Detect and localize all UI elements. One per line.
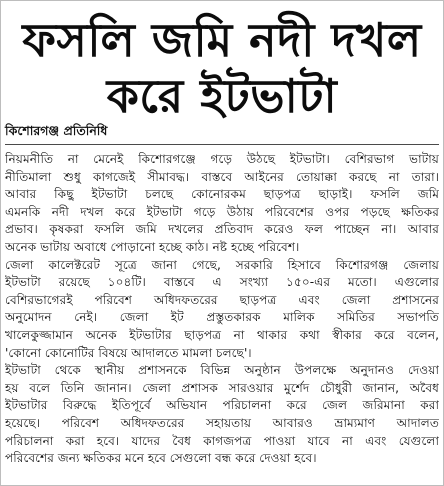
body-line: পরিবেশের জন্য ক্ষতিকর মনে হবে সেগুলো বন্ধ করে দেওয়া হবে। [5, 451, 317, 466]
body-line: ইটভাটা রয়েছে ১০৪টি। বাস্তবে এ সংখ্যা ১৫০-এর মতো। এগুলোর [5, 275, 439, 290]
body-line: 'কোনো কোনোটির বিষয়ে আদালতে মামলা চলছে'। [5, 345, 252, 360]
body-line: জেলা কালেক্টরেট সূত্রে জানা গেছে, সরকারি হিসাবে কিশোরগঞ্জ জেলায় [5, 257, 439, 272]
article-body [5, 151, 439, 468]
body-line: ইটভাটার বিরুদ্ধে ইতিপূর্বে অভিযান পরিচালনা করে জেল জরিমানা করা [5, 398, 439, 413]
body-line: খালেকুজ্জামান অনেক ইটভাটার ছাড়পত্র না থাকার কথা স্বীকার করে বলেন, [5, 327, 439, 342]
body-line: আবার কিছু ইটভাটা চলছে কোনোরকম ছাড়পত্র ছাড়াই। ফসলি জমি [5, 187, 439, 202]
headline-line-2: করে ইটভাটা [106, 69, 338, 123]
body-line: অনেক ভাটায় অবাধে পোড়ানো হচ্ছে কাঠ। নষ্ট হচ্ছে পরিবেশ। [5, 239, 300, 254]
body-line: বেশিরভাগেরই পরিবেশ অধিদফতরের ছাড়পত্র এবং জেলা প্রশাসনের [5, 292, 439, 307]
body-line: হয় বলে তিনি জানান। জেলা প্রশাসক সারওয়ার মুর্শেদ চৌধুরী জানান, অবৈধ [5, 380, 439, 395]
byline: কিশোরগঞ্জ প্রতিনিধি [5, 123, 108, 138]
body-line: অনুমোদন নেই। জেলা ইট প্রস্তুতকারক মালিক সমিতির সভাপতি [5, 310, 439, 325]
body-line: ইটভাটা থেকে স্থানীয় প্রশাসনকে বিভিন্ন অনুষ্ঠান উপলক্ষে অনুদানও দেওয়া [5, 363, 439, 378]
body-line: এমনকি নদী দখল করে ইটভাটা গড়ে উঠায় পরিবেশের ওপর পড়ছে ক্ষতিকর [5, 204, 439, 219]
body-line: প্রভাব। কৃষকরা ফসলি জমি দখলের প্রতিবাদ করেও ফল পাচ্ছেন না। আবার [5, 222, 439, 237]
byline-divider [5, 144, 439, 145]
body-line: নিয়মনীতি না মেনেই কিশোরগঞ্জে গড়ে উঠছে ইটভাটা। বেশিরভাগ ভাটায় [5, 152, 439, 166]
headline-line-1: ফসলি জমি নদী দখল [22, 13, 422, 67]
body-line: নীতিমালা শুধু কাগজেই সীমাবদ্ধ। বাস্তবে আইনের তোয়াক্কা করছে না তারা। [5, 169, 439, 184]
body-line: হয়েছে। পরিবেশ অধিদফতরের সহায়তায় আবারও ভ্রাম্যমাণ আদালত [5, 415, 439, 430]
body-line: পরিচালনা করা হবে। যাদের বৈধ কাগজপত্র পাওয়া যাবে না এবং যেগুলো [5, 433, 439, 448]
